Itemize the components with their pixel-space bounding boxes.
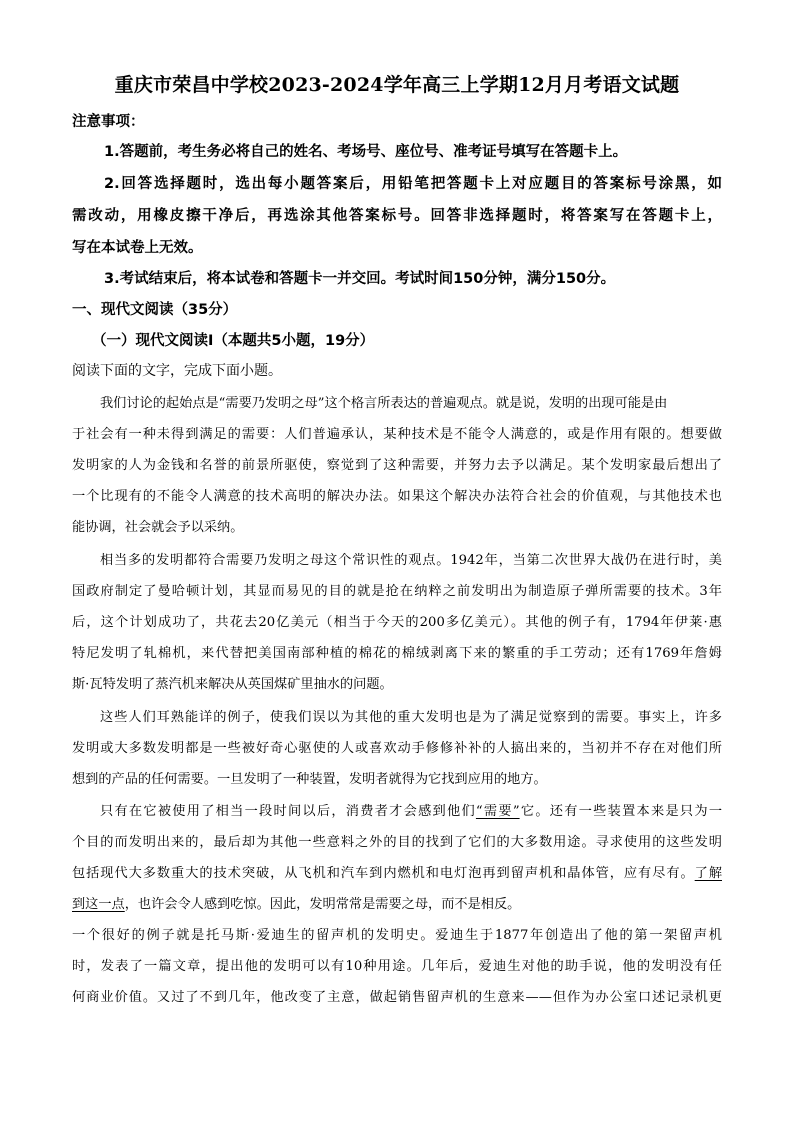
passage-line: 斯·瓦特发明了蒸汽机来解决从英国煤矿里抽水的问题。 (72, 677, 393, 692)
passage-line: 国政府制定了曼哈顿计划，其显而易见的目的就是抢在纳粹之前发明出为制造原子弹所需要的技术。3年 (72, 584, 722, 599)
underlined-phrase: 了解 (694, 866, 722, 881)
passage-line: 于社会有一种未得到满足的需要：人们普遍承认，某种技术是不能令人满意的，或是作用有限的。想要做 (72, 427, 722, 442)
passage-line: 发明家的人为金钱和名誉的前景所驱使，察觉到了这种需要，并努力去予以满足。某个发明家最后想出了 (72, 458, 722, 473)
passage-text: 只有在它被使用了相当一段时间以后，消费者才会感到他们 (100, 804, 476, 819)
passage-line: 一个比现有的不能令人满意的技术高明的解决办法。如果这个解决办法符合社会的价值观，与其他技术也 (72, 489, 722, 504)
passage-line: 想到的产品的任何需要。一旦发明了一种装置，发明者就得为它找到应用的地方。 (72, 772, 547, 787)
notice-item-2: 2.回答选择题时，选出每小题答案后，用铅笔把答题卡上对应题目的答案标号涂黑，如 (104, 176, 722, 192)
underlined-phrase: “需要” (475, 804, 520, 819)
passage-text: 包括现代大多数重大的技术突破，从飞机和汽车到内燃机和电灯泡再到留声机和晶体管，应有尽有。 (72, 866, 695, 881)
notice-heading: 注意事项： (72, 114, 145, 130)
notice-item-3: 3.考试结束后，将本试卷和答题卡一并交回。考试时间150分钟，满分150分。 (104, 271, 616, 287)
passage-line: 特尼发明了轧棉机，来代替把美国南部种植的棉花的棉绒剥离下来的繁重的手工劳动；还有1769年詹姆 (72, 646, 722, 661)
passage-line (72, 862, 722, 881)
passage-line: 我们讨论的起始点是“需要乃发明之母”这个格言所表达的普遍观点。就是说，发明的出现可能是由 (100, 396, 668, 411)
passage-line: 后，这个计划成功了，共花去20亿美元（相当于今天的200多亿美元）。其他的例子有，1794年伊莱·惠 (72, 615, 722, 630)
subsection-heading: （一）现代文阅读Ⅰ（本题共5小题，19分） (92, 333, 375, 349)
notice-item-1: 1.答题前，考生务必将自己的姓名、考场号、座位号、准考证号填写在答题卡上。 (104, 144, 628, 160)
passage-text: ，也许会令人感到吃惊。因此，发明常常是需要之母，而不是相反。 (124, 897, 521, 912)
passage-line: 相当多的发明都符合需要乃发明之母这个常识性的观点。1942年，当第二次世界大战仍在进行时，美 (100, 553, 722, 568)
passage-line: 时，发表了一篇文章，提出他的发明可以有10种用途。几年后，爱迪生对他的助手说，他的发明没有任 (72, 959, 722, 974)
reading-instruction: 阅读下面的文字，完成下面小题。 (72, 363, 282, 379)
passage-line: 发明或大多数发明都是一些被好奇心驱使的人或喜欢动手修修补补的人搞出来的，当初并不存在对他们所 (72, 741, 722, 756)
passage-line (72, 893, 722, 912)
passage-line: 这些人们耳熟能详的例子，使我们误以为其他的重大发明也是为了满足觉察到的需要。事实上，许多 (100, 710, 722, 725)
passage-line: 一个很好的例子就是托马斯·爱迪生的留声机的发明史。爱迪生于1877年创造出了他的第一架留声机 (72, 928, 722, 943)
notice-item-2-cont: 需改动，用橡皮擦干净后，再选涂其他答案标号。回答非选择题时，将答案写在答题卡上， (72, 208, 722, 224)
passage-text: 它。还有一些装置本来是只为一 (519, 804, 722, 819)
passage-line: 个目的而发明出来的，最后却为其他一些意料之外的目的找到了它们的大多数用途。寻求使用的这些发明 (72, 835, 722, 850)
passage-line: 能协调，社会就会予以采纳。 (72, 520, 244, 535)
notice-item-2-end: 写在本试卷上无效。 (72, 240, 203, 256)
passage-line (100, 800, 722, 819)
passage-line: 何商业价值。又过了不到几年，他改变了主意，做起销售留声机的生意来——但作为办公室口述记录机更 (72, 990, 722, 1005)
exam-title: 重庆市荣昌中学校2023-2024学年高三上学期12月月考语文试题 (114, 74, 680, 96)
section-heading: 一、现代文阅读（35分） (72, 302, 238, 318)
underlined-phrase: 到这一点 (72, 897, 125, 912)
